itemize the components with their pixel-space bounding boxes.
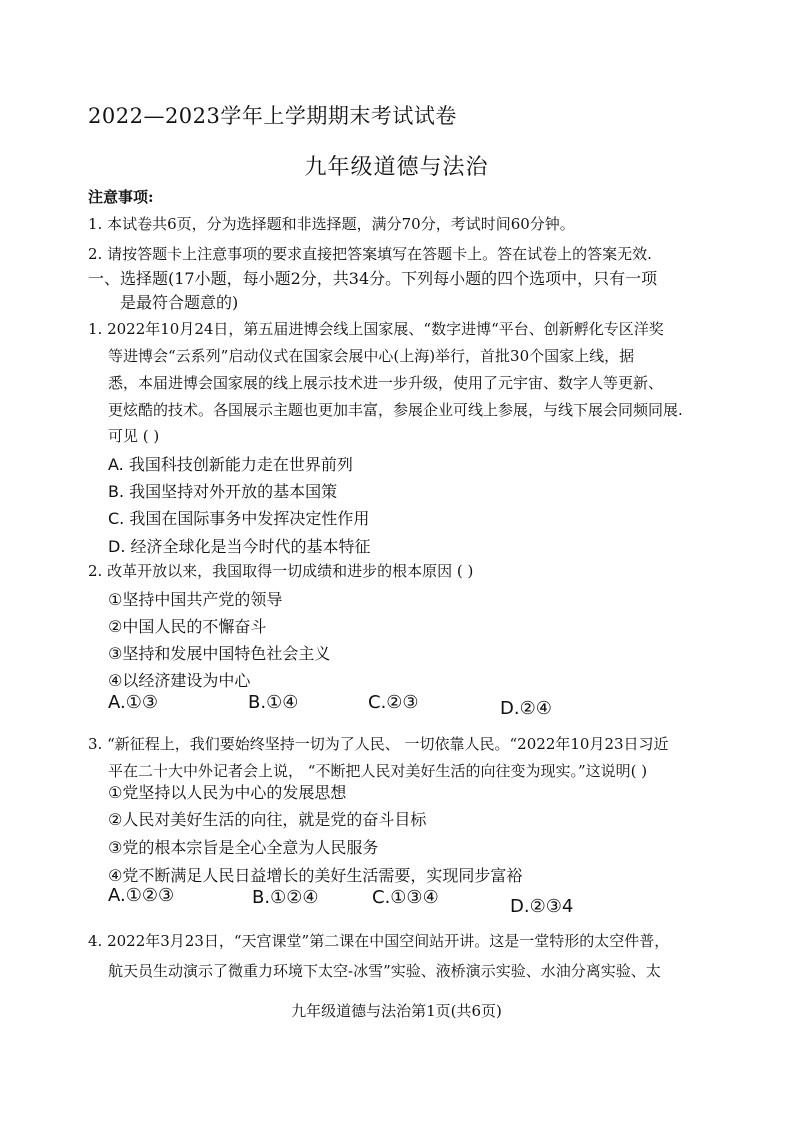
question-stem-line: 等进博会“云系列”启动仪式在国家会展中心(上海)举行，首批30个国家上线，据 xyxy=(108,347,635,365)
question-stem-line: 航天员生动演示了微重力环境下太空-冰雪”实验、液桥演示实验、水油分离实验、太 xyxy=(108,962,661,980)
question-stem-line: 可见 ( ) xyxy=(108,427,160,445)
option-a: A. 我国科技创新能力走在世界前列 xyxy=(108,455,353,474)
choice-c: C.①③④ xyxy=(372,887,439,908)
statement-item: ④党不断满足人民日益增长的美好生活需要，实现同步富裕 xyxy=(108,866,523,885)
section-heading: 一、选择题(17小题，每小题2分，共34分。下列每小题的四个选项中，只有一项 xyxy=(88,269,658,288)
choice-b: B.①④ xyxy=(248,692,299,713)
section-heading-cont: 是最符合题意的) xyxy=(120,293,239,312)
option-b: B. 我国坚持对外开放的基本国策 xyxy=(108,482,338,501)
statement-item: ②人民对美好生活的向往，就是党的奋斗目标 xyxy=(108,810,427,829)
choice-a: A.①③ xyxy=(108,692,158,713)
choice-d: D.②④ xyxy=(500,698,552,719)
statement-item: ④以经济建设为中心 xyxy=(108,671,251,690)
question-stem-line: 平在二十大中外记者会上说， “不断把人民对美好生活的向往变为现实。”这说明( ) xyxy=(108,762,648,780)
question-stem-line: 更炫酷的技术。各国展示主题也更加丰富，参展企业可线上参展，与线下展会同频同展. xyxy=(108,401,683,419)
question-stem-line: 悉，本届进博会国家展的线上展示技术进一步升级，使用了元宇宙、数字人等更新、 xyxy=(108,374,664,392)
notice-heading: 注意事项: xyxy=(88,188,154,206)
statement-item: ②中国人民的不懈奋斗 xyxy=(108,617,267,636)
exam-title: 2022—2023学年上学期期末考试试卷 xyxy=(88,104,457,128)
question-stem-line: 1. 2022年10月24日，第五届进博会线上国家展、“数字进博“平台、创新孵化专区洋奖 xyxy=(88,320,664,338)
choice-c: C.②③ xyxy=(368,692,419,713)
page-footer: 九年级道德与法治第1页(共6页) xyxy=(291,1002,502,1020)
statement-item: ③坚持和发展中国特色社会主义 xyxy=(108,644,331,663)
question-stem-line: 4. 2022年3月23日，“天宫课堂”第二课在中国空间站开讲。这是一堂特形的太空件普， xyxy=(88,932,670,950)
question-stem-line: 2. 改革开放以来，我国取得一切成绩和进步的根本原因 ( ) xyxy=(88,562,474,580)
notice-item: 1. 本试卷共6页，分为选择题和非选择题，满分70分，考试时间60分钟。 xyxy=(88,215,575,233)
statement-item: ③党的根本宗旨是全心全意为人民服务 xyxy=(108,838,379,857)
statement-item: ①党坚持以人民为中心的发展思想 xyxy=(108,783,347,802)
exam-subject: 九年级道德与法治 xyxy=(304,155,489,180)
option-d: D. 经济全球化是当今时代的基本特征 xyxy=(108,537,371,556)
choice-d: D.②③4 xyxy=(510,896,574,917)
question-stem-line: 3. “新征程上，我们要始终坚持一切为了人民、 一切依靠人民。“2022年10月23日习近 xyxy=(88,735,669,753)
statement-item: ①坚持中国共产党的领导 xyxy=(108,590,283,609)
option-c: C. 我国在国际事务中发挥决定性作用 xyxy=(108,509,370,528)
choice-a: A.①②③ xyxy=(108,885,175,906)
choice-b: B.①②④ xyxy=(252,887,319,908)
notice-item: 2. 请按答题卡上注意事项的要求直接把答案填写在答题卡上。答在试卷上的答案无效. xyxy=(88,245,652,263)
